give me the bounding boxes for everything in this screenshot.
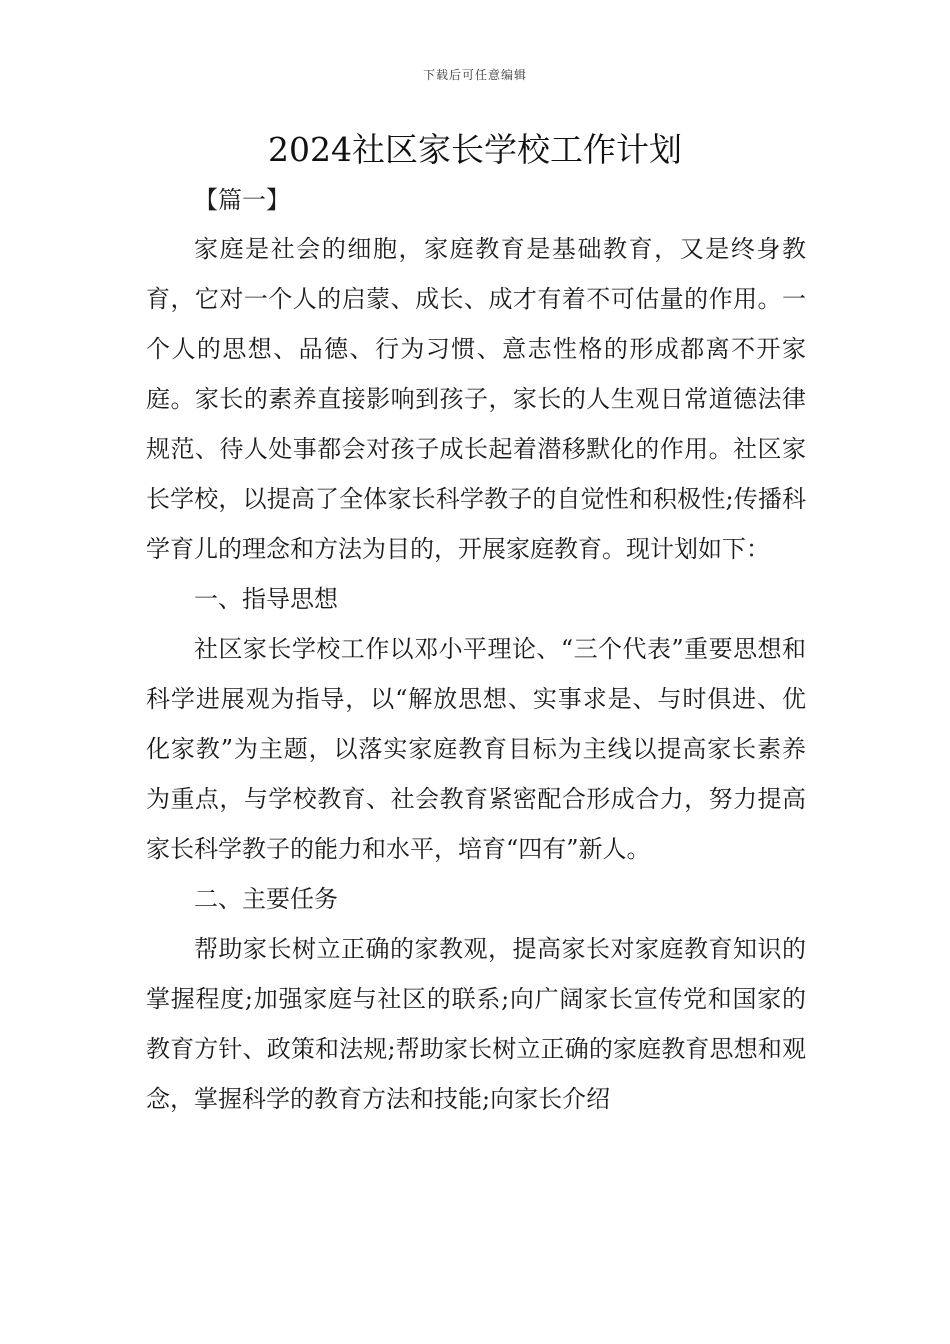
heading-guiding-thought: 一、指导思想 xyxy=(194,585,338,613)
document-title: 2024社区家长学校工作计划 xyxy=(268,130,682,169)
heading-main-tasks: 二、主要任务 xyxy=(194,885,338,913)
paragraph-main-tasks: 帮助家长树立正确的家教观，提高家长对家庭教育知识的掌握程度;加强家庭与社区的联系;向广阔家长宣传党和国家的教育方针、政策和法规;帮助家长树立正确的家庭教育思想和观念，掌握科学的教育方法和技能;向家长介绍 xyxy=(146,935,806,1113)
section-tag: 【篇一】 xyxy=(194,186,290,214)
paragraph-intro: 家庭是社会的细胞，家庭教育是基础教育，又是终身教育，它对一个人的启蒙、成长、成才有着不可估量的作用。一个人的思想、品德、行为习惯、意志性格的形成都离不开家庭。家长的素养直接影响到孩子，家长的人生观日常道德法律规范、待人处事都会对孩子成长起着潜移默化的作用。社区家长学校，以提高了全体家长科学教子的自觉性和积极性;传播科学育儿的理念和方法为目的，开展家庭教育。现计划如下： xyxy=(146,235,806,563)
document-body xyxy=(146,224,806,1124)
paragraph-guiding-thought: 社区家长学校工作以邓小平理论、“三个代表”重要思想和科学进展观为指导，以“解放思想、实事求是、与时俱进、优化家教”为主题，以落实家庭教育目标为主线以提高家长素养为重点，与学校教育、社会教育紧密配合形成合力，努力提高家长科学教子的能力和水平，培育“四有”新人。 xyxy=(146,635,806,863)
header-note: 下载后可任意编辑 xyxy=(422,68,527,82)
